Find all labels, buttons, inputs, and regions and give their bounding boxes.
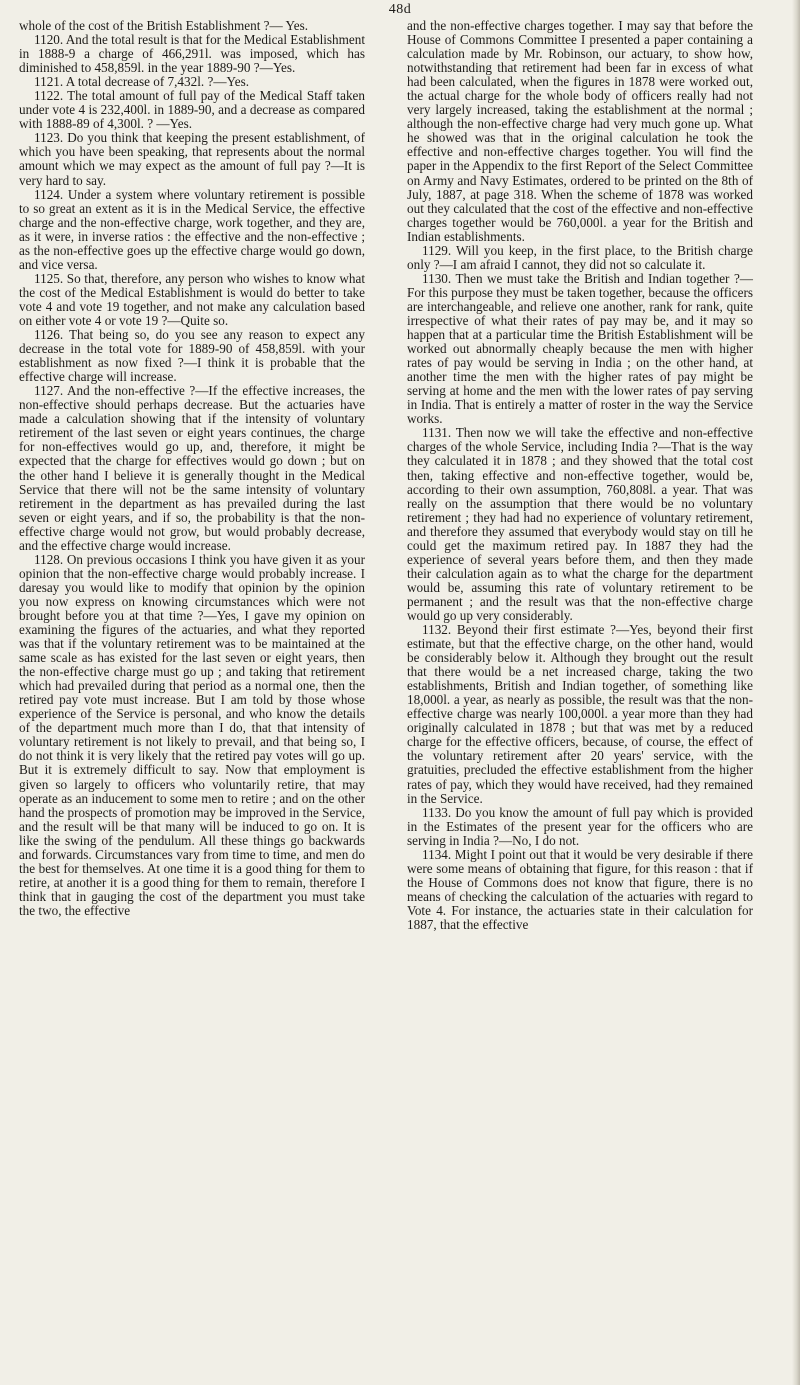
question-1133: 1133. Do you know the amount of full pay which is provided in the Estimates of the present year for the officers who are serving in India ?—No, I do not. (407, 804, 753, 848)
question-1121: 1121. A total decrease of 7,432l. ?—Yes. (34, 74, 249, 90)
question-1134: 1134. Might I point out that it would be very desirable if there were some means of obtaining that figure, for this reason : that if the House of Commons does not know that figure, there is no means of checking the calculation of the actuaries with regard to Vote 4. For instance, the actuaries state in their calculation for 1887, that the effective (407, 846, 753, 932)
page-number: 48d (388, 2, 412, 17)
page-edge-shadow (792, 0, 800, 1385)
question-1132: 1132. Beyond their first estimate ?—Yes, beyond their first estimate, but that the effective charge, on the other hand, would be considerably below it. Although they brought out the result that there would be a net increased charge, taking the two establishments, British and Indian together, of something like 18,000l. a year, as nearly as possible, the result was that the non-effective charge was nearly 100,000l. a year more than they had originally calculated in 1878 ; but that was met by a reduced charge for the effective officers, because, of course, the effect of the voluntary retirement after 20 years' service, with the gratuities, precluded the effective establishment from the higher rates of pay, which they would have received, had they remained in the Service. (407, 622, 753, 806)
paragraph-continued: and the non-effective charges together. I may say that before the House of Commons Committee I presented a paper containing a calculation made by Mr. Robinson, our actuary, to show how, notwithstanding that retirement had been far in excess of what had been calculated, when the figures in 1878 were worked out, the actual charge for the whole body of officers really had not very largely increased, taking the establishment at the normal ; although the non-effective charge had very much gone up. What he showed was that in the original calculation he took the effective and non-effective charges together. You will find the paper in the Appendix to the first Report of the Select Committee on Army and Navy Estimates, ordered to be printed on the 8th of July, 1887, at page 318. When the scheme of 1878 was worked out they calculated that the cost of the effective and non-effective charges together would be 760,000l. a year for the British and Indian establishments. (407, 18, 753, 244)
right-column (407, 19, 753, 932)
question-1122: 1122. The total amount of full pay of the Medical Staff taken under vote 4 is 232,400l. in 1889-90, and a decrease as compared with 1888-89 of 4,300l. ? —Yes. (19, 88, 365, 132)
question-1124: 1124. Under a system where voluntary retirement is possible to so great an extent as it is in the Medical Service, the effective charge and the non-effective charge, work together, and they are, as it were, in inverse ratios : the effective and the non-effective ; as the non-effective goes up the effective charge would go down, and vice versa. (19, 186, 365, 272)
question-1130: 1130. Then we must take the British and Indian together ?—For this purpose they must be taken together, because the officers are interchangeable, and relieve one another, rank for rank, quite irrespective of what their rates of pay may be, and it may so happen that at a particular time the British Establishment will be worked out abnormally cheaply because the men with higher rates of pay would be serving in India ; on the other hand, at another time the men with the higher rates of pay might be serving at home and the men with the lower rates of pay serving in India. That is entirely a matter of roster in the way the Service works. (407, 270, 753, 427)
question-1128: 1128. On previous occasions I think you have given it as your opinion that the non-effective charge would probably increase. I daresay you would like to modify that opinion by the opinion you now express on knowing circumstances which were not brought before you at that time ?—Yes, I gave my opinion on examining the figures of the actuaries, and what they reported was that if the voluntary retirement was to be maintained at the same scale as has existed for the last seven or eight years, then the non-effective charge must go up ; and taking that retirement which had prevailed during that period as a normal one, then the retired pay vote must increase. But I am told by those whose experience of the Service is personal, and who know the details of the department much more than I do, that that intensity of voluntary retirement is not likely to prevail, and that being so, I do not think it is very likely that the retired pay votes will go up. But it is extremely difficult to say. Now that employment is given so largely to officers who voluntarily retire, that may operate as an inducement to some men to retire ; and on the other hand the prospects of promotion may be improved in the Service, and the result will be that many will be induced to go on. It is like the swing of the pendulum. All these things go backwards and forwards. Circumstances vary from time to time, and men do the best for themselves. At one time it is a good thing for them to retire, at another it is a good thing for them to remain, therefore I think that in gauging the cost of the department you must take the two, the effective (19, 551, 365, 918)
question-1120: 1120. And the total result is that for the Medical Establishment in 1888-9 a charge of 466,291l. was imposed, which has diminished to 458,859l. in the year 1889-90 ?—Yes. (19, 32, 365, 76)
paragraph-continued: whole of the cost of the British Establishment ?— Yes. (19, 18, 308, 33)
question-1127: 1127. And the non-effective ?—If the effective increases, the non-effective should perhaps decrease. But the actuaries have made a calculation showing that if the intensity of voluntary retirement of the last seven or eight years continues, the charge for non-effectives would go up, and, therefore, it might be expected that the charge for effectives would go down ; but on the other hand I believe it is generally thought in the Medical Service that there will not be the same intensity of voluntary retirement in the department as has prevailed during the last seven or eight years, and if so, the probability is that the non-effective charge would not grow, but would probably decrease, and the effective charge would increase. (19, 383, 365, 553)
question-1131: 1131. Then now we will take the effective and non-effective charges of the whole Service, including India ?—That is the way they calculated it in 1878 ; and they showed that the total cost then, taking effective and non-effective together, would be, according to their own assumption, 760,808l. a year. That was really on the assumption that there would be no voluntary retirement ; they had had no experience of voluntary retirement, and therefore they assumed that everybody would stay on till he could get the maximum retired pay. In 1887 they had the experience of several years before them, and then they made their calculation again as to what the charge for the department would be, assuming this rate of voluntary retirement to be permanent ; and the result was that the non-effective charge would go up very considerably. (407, 425, 753, 623)
question-1126: 1126. That being so, do you see any reason to expect any decrease in the total vote for 1889-90 of 458,859l. with your establishment as now fixed ?—I think it is probable that the effective charge will increase. (19, 327, 365, 385)
question-1125: 1125. So that, therefore, any person who wishes to know what the cost of the Medical Establishment is would do better to take vote 4 and vote 19 together, and not make any calculation based on either vote 4 or vote 19 ?—Quite so. (19, 270, 365, 328)
question-1123: 1123. Do you think that keeping the present establishment, of which you have been speaking, that represents about the normal amount which we may expect as the amount of full pay ?—It is very hard to say. (19, 130, 365, 188)
question-1129: 1129. Will you keep, in the first place, to the British charge only ?—I am afraid I cannot, they did not so calculate it. (407, 242, 753, 272)
left-column (19, 19, 365, 918)
